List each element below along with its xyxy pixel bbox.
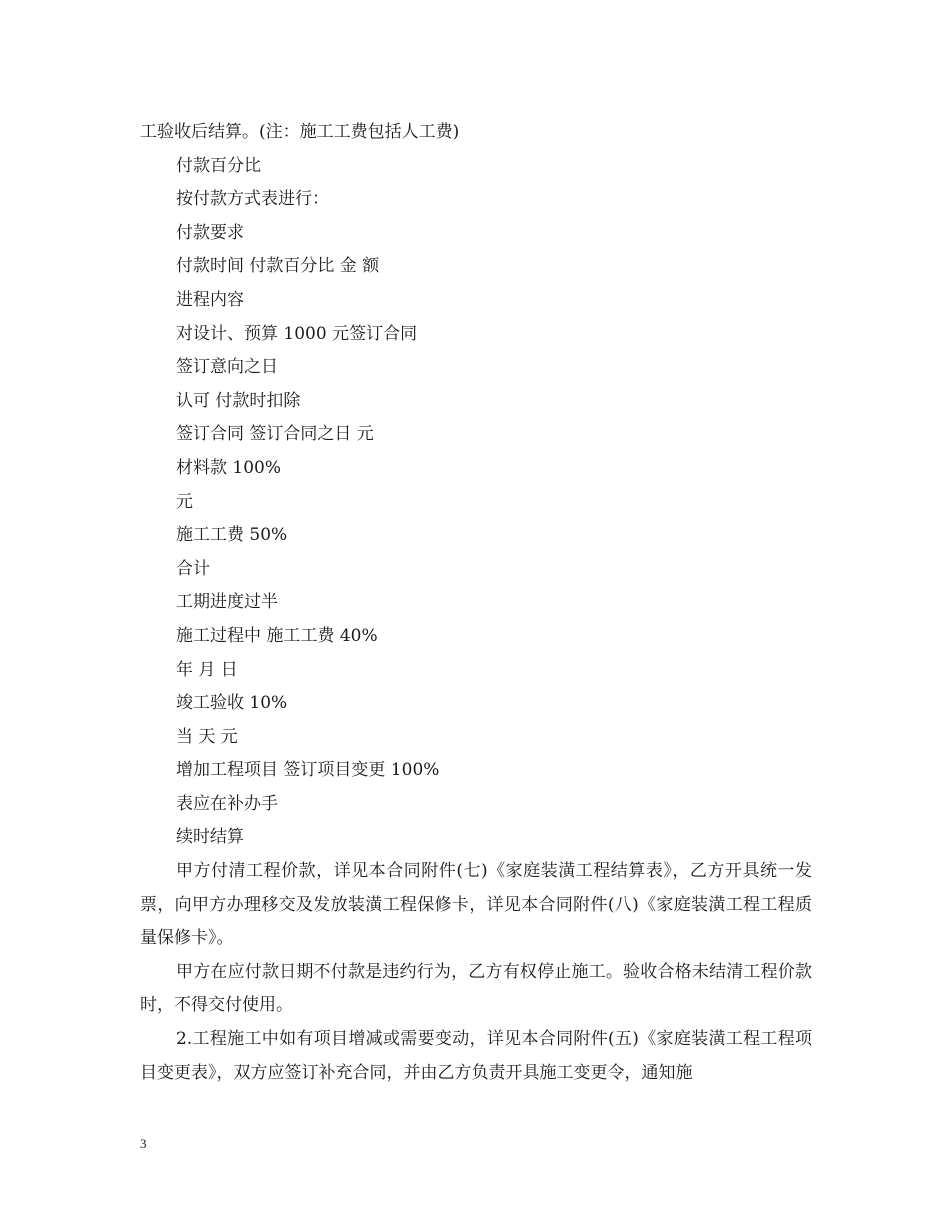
- text-line: 进程内容: [176, 289, 244, 310]
- paragraph: 甲方付清工程价款，详见本合同附件(七)《家庭装潢工程结算表》，乙方开具统一发票，向甲方办理移交及发放装潢工程保修卡，详见本合同附件(八)《家庭装潢工程工程质量保修卡》。: [140, 861, 812, 949]
- text-line: 年 月 日: [176, 659, 238, 680]
- text-line: 付款百分比: [176, 155, 261, 176]
- text-line: 竣工验收 10%: [176, 693, 288, 714]
- text-line: 认可 付款时扣除: [176, 390, 301, 411]
- paragraph: 甲方在应付款日期不付款是违约行为，乙方有权停止施工。验收合格未结清工程价款时，不得交付使用。: [140, 961, 812, 1016]
- text-line: 续时结算: [176, 827, 244, 848]
- text-line: 施工过程中 施工工费 40%: [176, 625, 378, 646]
- text-line: 付款要求: [176, 222, 244, 243]
- text-line: 签订合同 签订合同之日 元: [176, 424, 374, 445]
- text-line: 按付款方式表进行：: [176, 189, 329, 210]
- text-line: 工验收后结算。(注：施工工费包括人工费): [140, 122, 460, 142]
- text-line: 付款时间 付款百分比 金 额: [176, 256, 380, 277]
- text-line: 材料款 100%: [176, 457, 282, 478]
- text-line: 表应在补办手: [176, 793, 278, 814]
- text-line: 工期进度过半: [176, 592, 278, 613]
- text-line: 元: [176, 491, 193, 512]
- text-line: 施工工费 50%: [176, 525, 288, 546]
- paragraph: 2.工程施工中如有项目增减或需要变动，详见本合同附件(五)《家庭装潢工程工程项目变更表》，双方应签订补充合同，并由乙方负责开具施工变更令，通知施: [140, 1029, 812, 1083]
- page-number: 3: [140, 1136, 147, 1151]
- text-line: 当 天 元: [176, 726, 238, 747]
- text-line: 对设计、预算 1000 元签订合同: [176, 323, 418, 344]
- document-body: [140, 116, 812, 1090]
- text-line: 合计: [176, 558, 210, 579]
- text-line: 签订意向之日: [176, 357, 278, 378]
- text-line: 增加工程项目 签订项目变更 100%: [176, 760, 440, 781]
